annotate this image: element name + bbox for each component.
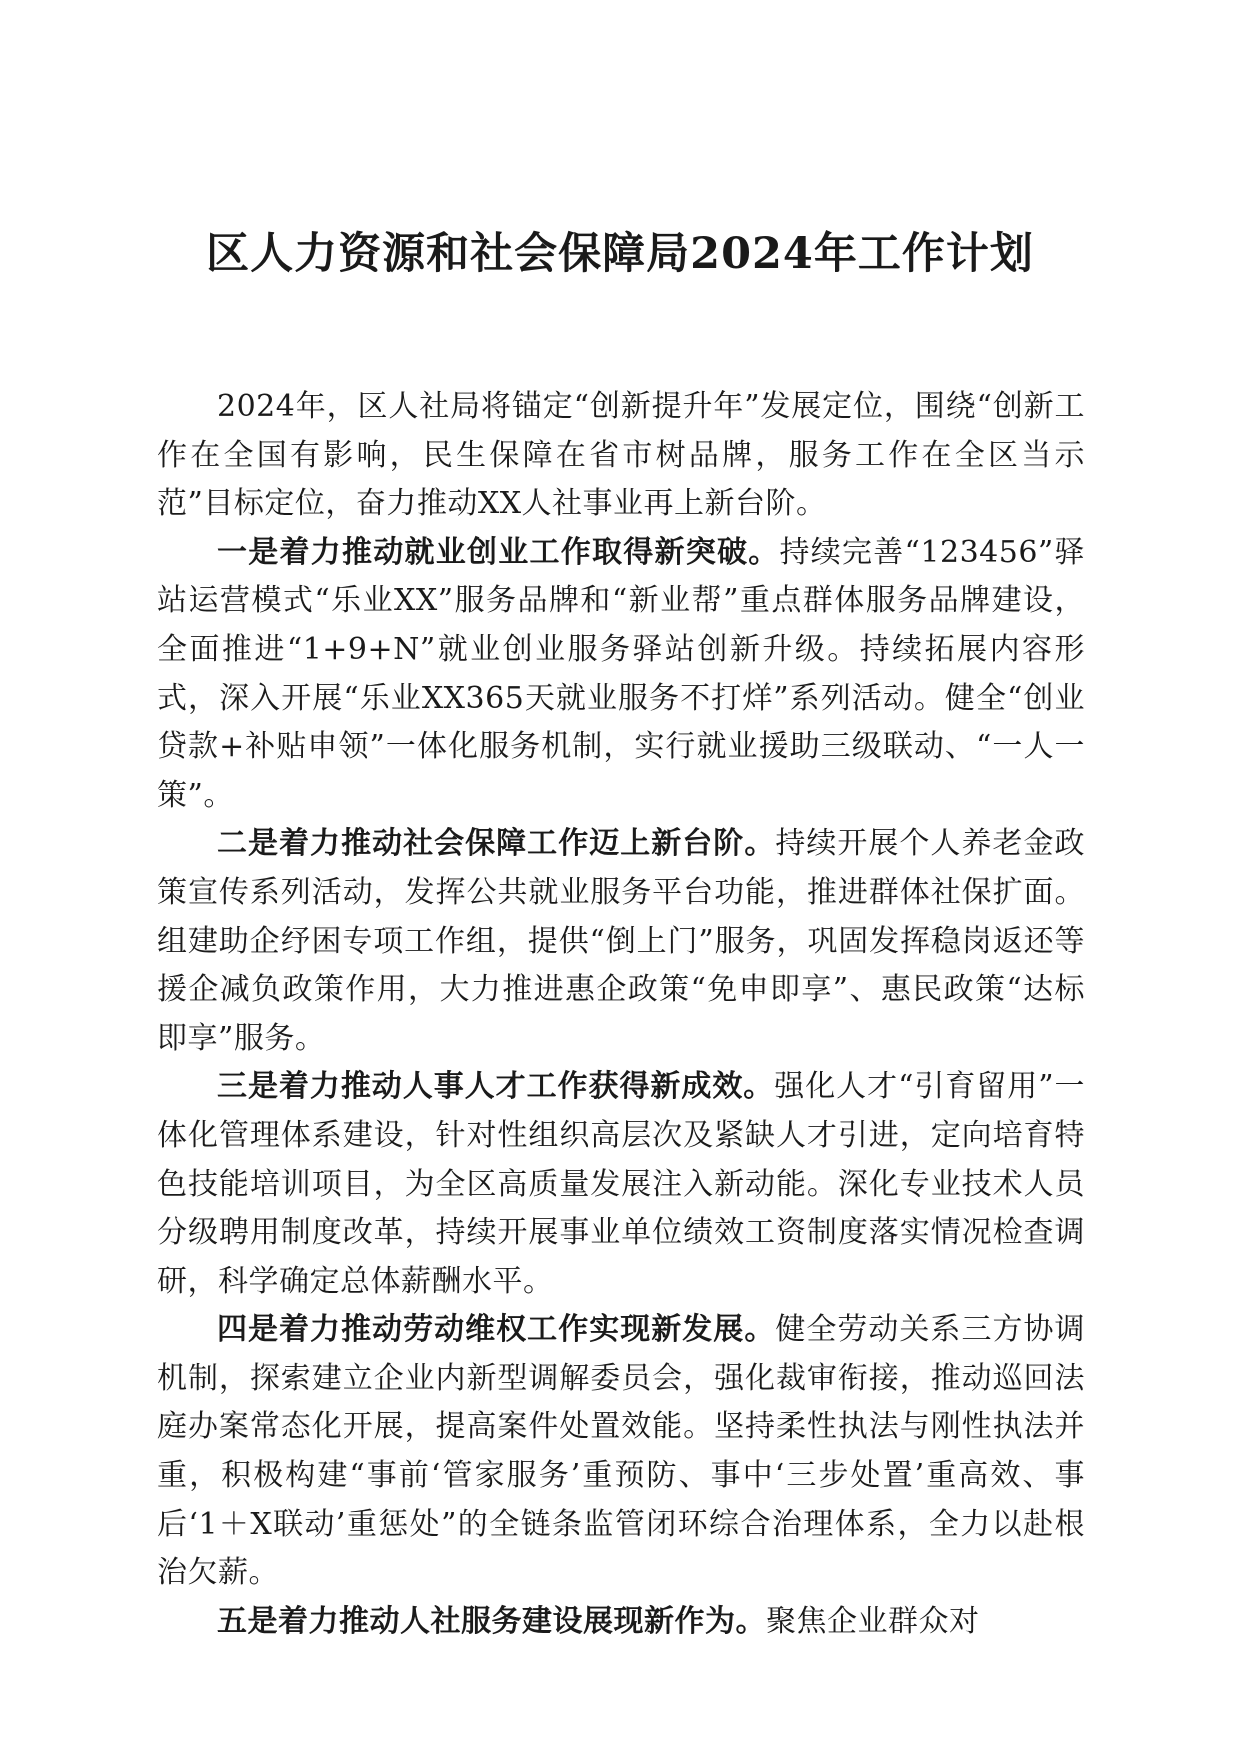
- paragraph-text: 持续完善“123456”驿站运营模式“乐业XX”服务品牌和“新业帮”重点群体服务品牌建设，全面推进“1+9+N”就业创业服务驿站创新升级。持续拓展内容形式，深入开展“乐业XX365天就业服务不打烊”系列活动。健全“创业贷款+补贴申领”一体化服务机制，实行就业援助三级联动、“一人一策”。: [157, 534, 1086, 813]
- paragraph-text: 强化人才“引育留用”一体化管理体系建设，针对性组织高层次及紧缺人才引进，定向培育特色技能培训项目，为全区高质量发展注入新动能。深化专业技术人员分级聘用制度改革，持续开展事业单位绩效工资制度落实情况检查调研，科学确定总体薪酬水平。: [157, 1069, 1085, 1299]
- section-heading: 五是着力推动人社服务建设展现新作为。: [217, 1603, 766, 1639]
- paragraph-text: 健全劳动关系三方协调机制，探索建立企业内新型调解委员会，强化裁审衔接，推动巡回法庭办案常态化开展，提高案件处置效能。坚持柔性执法与刚性执法并重，积极构建“事前‘管家服务’重预防、事中‘三步处置’重高效、事后‘1＋X联动’重惩处”的全链条监管闭环综合治理体系，全力以赴根治欠薪。: [157, 1312, 1086, 1591]
- section-heading: 二是着力推动社会保障工作迈上新台阶。: [217, 826, 776, 862]
- section-paragraph-1: [157, 529, 1085, 821]
- section-paragraph-5: [157, 1598, 1085, 1647]
- section-heading: 三是着力推动人事人才工作获得新成效。: [217, 1069, 775, 1105]
- intro-paragraph: [157, 383, 1085, 529]
- section-paragraph-4: [157, 1306, 1085, 1598]
- paragraph-text: 聚焦企业群众对: [766, 1603, 980, 1639]
- document-title: 区人力资源和社会保障局2024年工作计划: [206, 229, 1034, 279]
- section-heading: 四是着力推动劳动维权工作实现新发展。: [217, 1312, 776, 1348]
- section-paragraph-2: [157, 820, 1085, 1063]
- paragraph-text: 持续开展个人养老金政策宣传系列活动，发挥公共就业服务平台功能，推进群体社保扩面。组建助企纾困专项工作组，提供“倒上门”服务，巩固发挥稳岗返还等援企减负政策作用，大力推进惠企政策“免申即享”、惠民政策“达标即享”服务。: [157, 826, 1086, 1056]
- section-paragraph-3: [157, 1063, 1085, 1306]
- document-body: [157, 383, 1085, 1646]
- section-heading: 一是着力推动就业创业工作取得新突破。: [217, 534, 780, 570]
- paragraph-text: 2024年，区人社局将锚定“创新提升年”发展定位，围绕“创新工作在全国有影响，民生保障在省市树品牌，服务工作在全区当示范”目标定位，奋力推动XX人社事业再上新台阶。: [157, 389, 1085, 522]
